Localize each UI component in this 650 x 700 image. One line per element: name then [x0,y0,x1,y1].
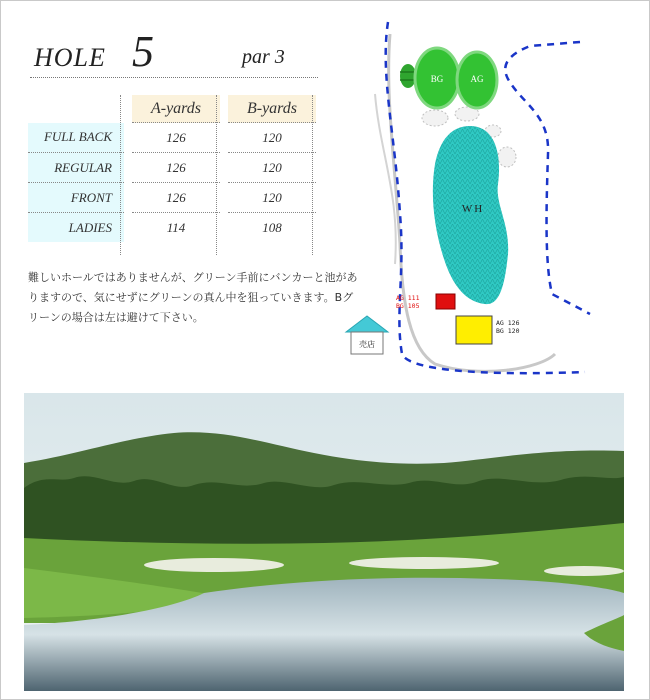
a-yards-cell: 126 [132,153,220,183]
yellow-tee-ag: AG 126 [496,319,520,327]
table-spacer [220,213,228,243]
b-yards-cell: 120 [228,123,316,153]
bunker-photo-right [349,557,499,569]
shop-label: 売店 [359,340,375,349]
red-tee-marker [436,294,455,309]
yardage-table [28,95,316,242]
tee-label: FRONT [28,183,124,213]
table-spacer [124,153,132,183]
water-hazard-label: WH [461,203,485,215]
header-b-yards: B-yards [228,95,316,123]
bunker-left [422,110,448,126]
green-a-label: AG [470,74,484,84]
header-blank [28,95,124,123]
red-tee-ag: AG 111 [396,294,420,302]
table-row [28,183,316,213]
b-yards-cell: 120 [228,153,316,183]
green-b-label: BG [430,74,444,84]
a-yards-cell: 126 [132,183,220,213]
a-yards-cell: 114 [166,219,186,235]
hole-header [34,26,319,76]
hole-photo [24,393,624,691]
bunker-right-2 [498,147,516,167]
table-spacer [124,95,132,123]
rough-outline-inner [375,94,396,264]
title-divider [30,77,318,78]
yardage-header-row [28,95,316,123]
table-spacer [124,123,132,153]
table-spacer [124,183,132,213]
a-yards-cell: 126 [132,123,220,153]
table-divider [120,95,121,255]
hole-description: 難しいホールではありませんが、グリーン手前にバンカーと池がありますので、気にせずにグリーンの真ん中を狙っていきます。Bグリーンの場合は左は避けて下さい。 [28,271,358,324]
table-row [28,153,316,183]
hole-number: 5 [132,27,154,76]
par-label: par 3 [242,46,285,68]
header-a-yards: A-yards [132,95,220,123]
table-spacer [220,153,228,183]
table-divider [216,95,217,255]
table-row [28,213,316,243]
tee-label: FULL BACK [28,123,124,153]
table-row [28,123,316,153]
table-spacer [220,95,228,123]
yellow-tee-marker [456,316,492,344]
b-yards-cell: 120 [228,183,316,213]
hole-word: HOLE [34,43,106,72]
table-spacer [220,123,228,153]
tee-label: REGULAR [28,153,124,183]
hole-layout-map [340,14,600,382]
bunker-photo-far [544,566,624,576]
water-hazard [433,126,508,304]
table-spacer [220,183,228,213]
red-tee-bg: BG 105 [396,302,420,310]
ob-line-right [505,42,590,314]
b-yards-cell: 108 [262,219,282,235]
table-spacer [124,213,132,243]
bunker-photo-left [144,558,284,572]
table-divider [312,95,313,255]
tee-label: LADIES [28,213,124,243]
yellow-tee-bg: BG 120 [496,327,520,335]
